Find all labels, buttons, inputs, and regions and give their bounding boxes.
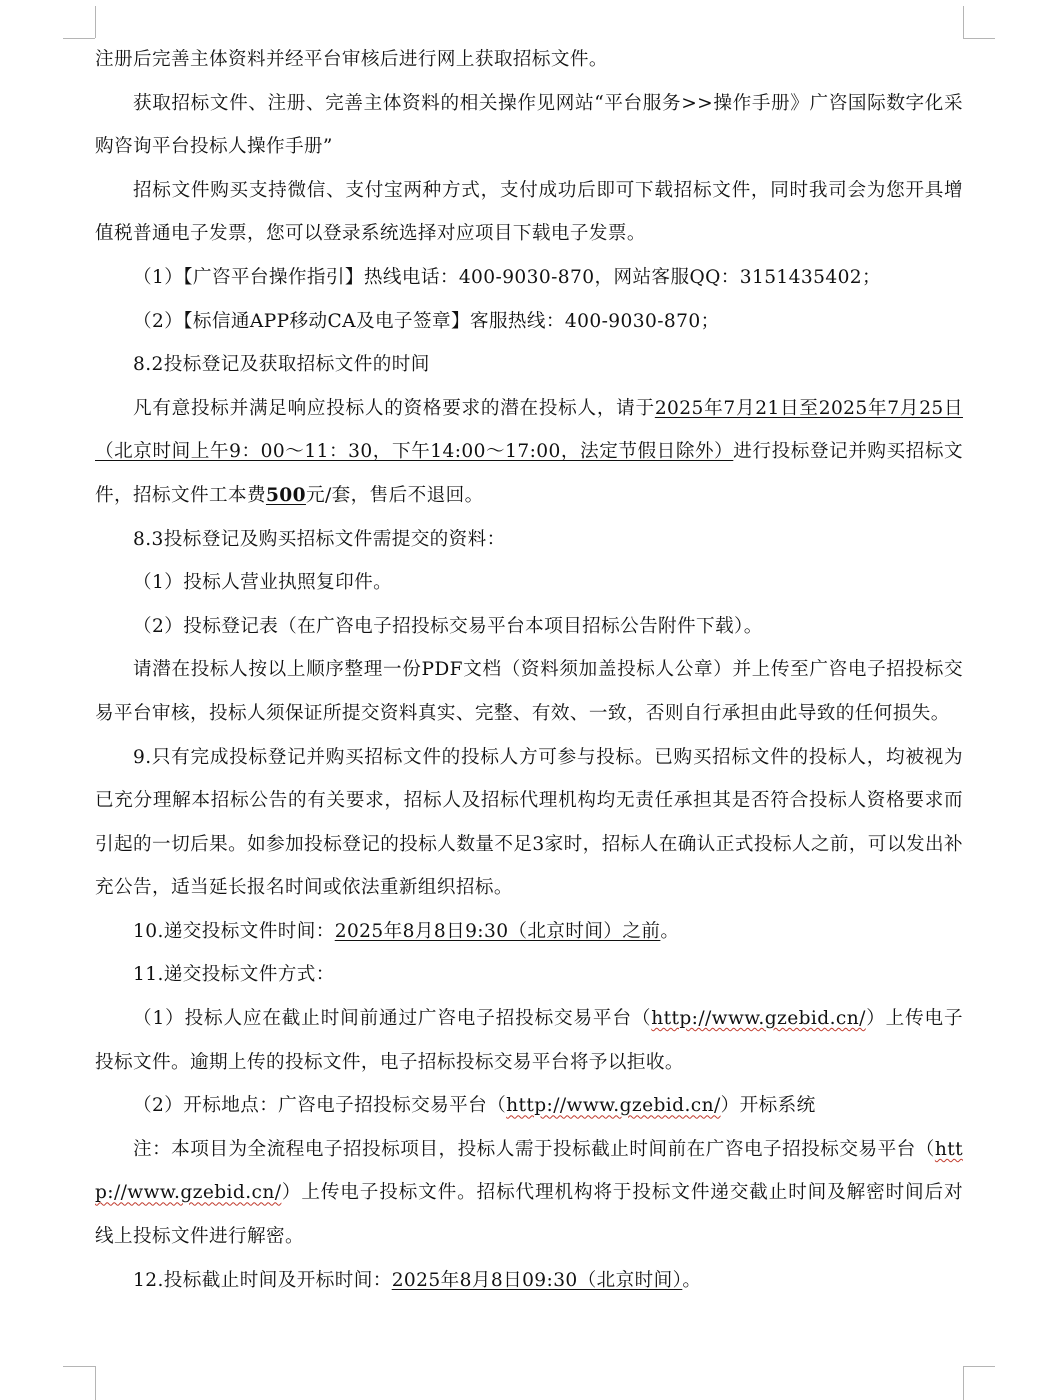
submission-time-value: 2025年8月8日9:30（北京时间）之前 xyxy=(334,920,661,942)
paragraph-payment-methods: 招标文件购买支持微信、支付宝两种方式，支付成功后即可下载招标文件，同时我司会为您开具增值税普通电子发票，您可以登录系统选择对应项目下载电子发票。 xyxy=(95,179,963,245)
paragraph-section-9: 9.只有完成投标登记并购买招标文件的投标人方可参与投标。已购买招标文件的投标人，均被视为已充分理解本招标公告的有关要求，招标人及招标代理机构均无责任承担其是否符合投标人资格要求而引起的一切后果。如参加投标登记的投标人数量不足3家时，招标人在确认正式投标人之前，可以发出补充公告，适当延长报名时间或依法重新组织招标。 xyxy=(95,746,963,899)
crop-mark-top-right-horizontal xyxy=(963,38,995,39)
paragraph-required-license: （1）投标人营业执照复印件。 xyxy=(133,572,393,594)
paragraph-ca-hotline: （2）【标信通APP移动CA及电子签章】客服热线：400-9030-870； xyxy=(133,310,720,332)
upload-method-lead: （1）投标人应在截止时间前通过广咨电子招投标交易平台（ xyxy=(133,1008,652,1030)
heading-8-2: 8.2投标登记及获取招标文件的时间 xyxy=(133,354,430,376)
paragraph-section-10 xyxy=(95,910,963,954)
document-page xyxy=(95,38,963,1302)
registration-time-lead: 凡有意投标并满足响应投标人的资格要求的潜在投标人，请于 xyxy=(133,397,655,419)
opening-url-link[interactable]: http://www.gzebid.cn/ xyxy=(506,1095,721,1117)
upload-method-tail: ）上传电子投标文件。逾期上传的投标文件，电子招标投标交易平台将予以拒收。 xyxy=(95,1008,963,1073)
deadline-label: 12.投标截止时间及开标时间： xyxy=(133,1269,392,1291)
paragraph-opening-location xyxy=(95,1084,963,1128)
note-tail: ）上传电子投标文件。招标代理机构将于投标文件递交截止时间及解密时间后对线上投标文件进行解密。 xyxy=(95,1182,963,1248)
note-url-link[interactable]: http://www.gzebid.cn/ xyxy=(95,1138,963,1204)
registration-time-tail: 元/套，售后不退回。 xyxy=(305,484,484,506)
crop-mark-bottom-left-horizontal xyxy=(63,1366,95,1367)
heading-section-11: 11.递交投标文件方式： xyxy=(133,964,335,986)
crop-mark-top-right-vertical xyxy=(963,6,964,38)
paragraph-operation-manual: 获取招标文件、注册、完善主体资料的相关操作见网站“平台服务>>操作手册》广咨国际数字化采购咨询平台投标人操作手册” xyxy=(95,92,963,158)
registration-time-mid: 进行投标登记并购买招标文件，招标文件工本费 xyxy=(95,441,963,506)
paragraph-registration-continued: 注册后完善主体资料并经平台审核后进行网上获取招标文件。 xyxy=(95,49,608,70)
submission-time-end: 。 xyxy=(660,920,680,942)
deadline-value: 2025年8月8日09:30（北京时间） xyxy=(391,1269,683,1291)
crop-mark-bottom-right-vertical xyxy=(963,1366,964,1400)
registration-period: 2025年7月21日至2025年7月25日（北京时间上午9：00～11：30，下午14:00～17:00，法定节假日除外） xyxy=(95,397,963,463)
paragraph-upload-instructions: 请潜在投标人按以上顺序整理一份PDF文档（资料须加盖投标人公章）并上传至广咨电子招投标交易平台审核，投标人须保证所提交资料真实、完整、有效、一致，否则自行承担由此导致的任何损失。 xyxy=(95,659,963,724)
heading-8-3: 8.3投标登记及购买招标文件需提交的资料： xyxy=(133,528,506,550)
crop-mark-top-left-horizontal xyxy=(63,38,95,39)
opening-location-tail: ）开标系统 xyxy=(720,1095,816,1117)
note-lead: 注：本项目为全流程电子招投标项目，投标人需于投标截止时间前在广咨电子招投标交易平台（ xyxy=(133,1138,935,1160)
paragraph-platform-hotline: （1）【广咨平台操作指引】热线电话：400-9030-870，网站客服QQ：3151435402； xyxy=(133,266,882,288)
submission-time-label: 10.递交投标文件时间： xyxy=(133,920,335,942)
document-fee: 500 xyxy=(265,484,306,506)
paragraph-required-form: （2）投标登记表（在广咨电子招投标交易平台本项目招标公告附件下载）。 xyxy=(133,615,763,637)
crop-mark-bottom-right-horizontal xyxy=(963,1366,995,1367)
crop-mark-bottom-left-vertical xyxy=(95,1366,96,1400)
opening-location-lead: （2）开标地点：广咨电子招投标交易平台（ xyxy=(133,1095,507,1117)
paragraph-note xyxy=(95,1128,963,1259)
paragraph-registration-time xyxy=(95,387,963,518)
platform-url-link[interactable]: http://www.gzebid.cn/ xyxy=(651,1008,866,1030)
paragraph-upload-method xyxy=(95,997,963,1084)
paragraph-section-12 xyxy=(95,1259,963,1303)
crop-mark-top-left-vertical xyxy=(95,6,96,38)
deadline-end: 。 xyxy=(682,1269,702,1291)
